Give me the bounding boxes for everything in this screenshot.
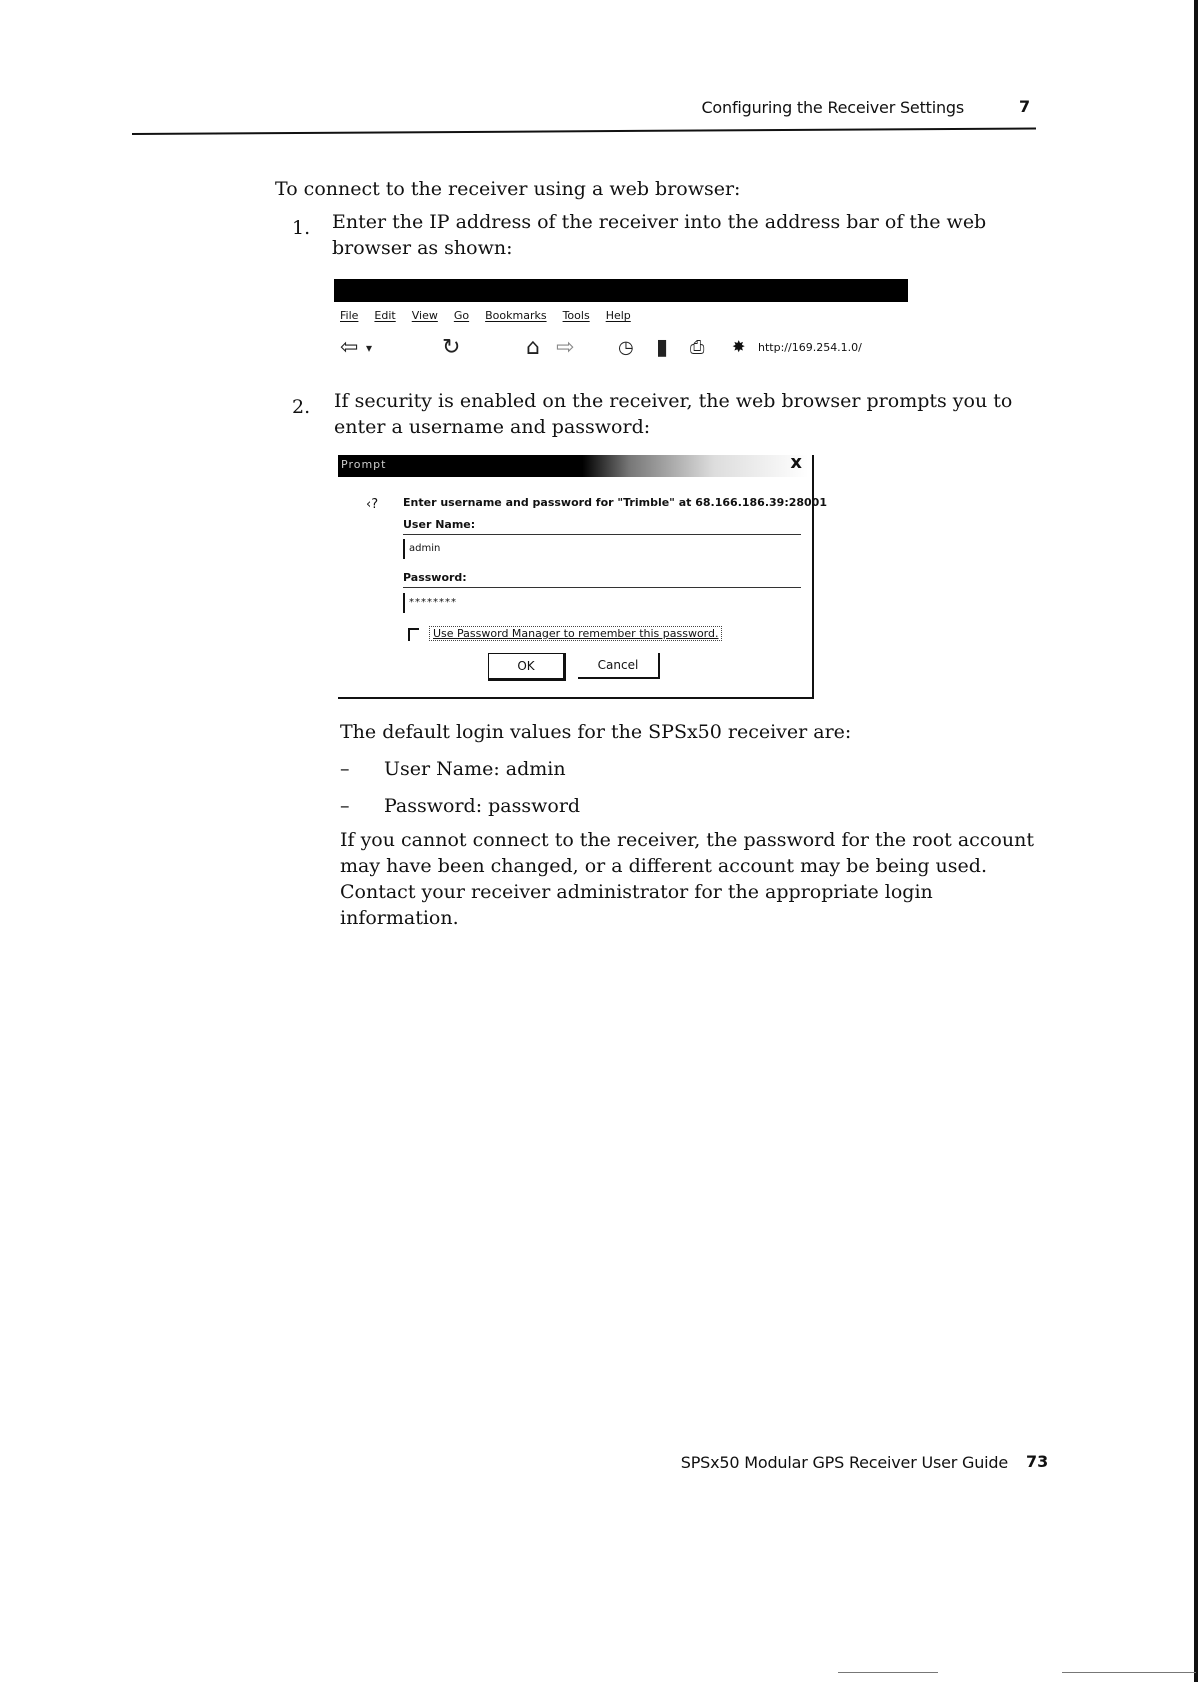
password-divider bbox=[403, 587, 801, 588]
print-icon[interactable]: ⎙ bbox=[690, 337, 705, 358]
step-1-number: 1. bbox=[292, 217, 311, 239]
menu-tools[interactable]: Tools bbox=[562, 309, 590, 322]
reload-icon[interactable]: ↻ bbox=[442, 335, 461, 360]
defaults-intro: The default login values for the SPSx50 receiver are: bbox=[340, 721, 852, 743]
address-field[interactable]: http://169.254.1.0/ bbox=[758, 341, 862, 354]
bullet-dash: – bbox=[340, 758, 350, 780]
menu-view[interactable]: View bbox=[411, 309, 438, 322]
trash-icon[interactable]: ▮ bbox=[656, 335, 669, 360]
password-label: Password: bbox=[403, 571, 467, 584]
step-2-text: If security is enabled on the receiver, the web browser prompts you to enter a username and password: bbox=[334, 390, 1013, 438]
menu-go[interactable]: Go bbox=[453, 309, 470, 322]
header-rule bbox=[132, 127, 1036, 135]
list-item bbox=[340, 793, 580, 819]
menu-edit[interactable]: Edit bbox=[374, 309, 396, 322]
page-edge bbox=[1194, 0, 1198, 1682]
menu-help[interactable]: Help bbox=[605, 309, 631, 322]
dropdown-icon[interactable]: ▾ bbox=[366, 341, 373, 355]
bookmark-icon[interactable]: ⇨ bbox=[556, 335, 575, 360]
close-icon[interactable]: x bbox=[790, 452, 802, 473]
chapter-number: 7 bbox=[1019, 97, 1031, 116]
browser-menubar bbox=[340, 309, 631, 322]
intro-text: To connect to the receiver using a web browser: bbox=[275, 178, 741, 200]
menu-file[interactable]: File bbox=[340, 309, 359, 322]
list-item bbox=[340, 756, 566, 782]
username-divider bbox=[403, 534, 801, 535]
dialog-message: Enter username and password for "Trimble" at 68.166.186.39:28001 bbox=[403, 496, 827, 509]
default-username-text: User Name: admin bbox=[384, 758, 566, 780]
menu-bookmarks[interactable]: Bookmarks bbox=[485, 309, 547, 322]
history-icon[interactable]: ◷ bbox=[618, 337, 634, 358]
remember-password-label[interactable]: Use Password Manager to remember this password. bbox=[429, 626, 722, 641]
username-label: User Name: bbox=[403, 518, 476, 531]
crop-mark bbox=[838, 1672, 938, 1673]
page-number: 73 bbox=[1026, 1452, 1049, 1471]
crop-mark bbox=[1062, 1672, 1196, 1673]
back-icon[interactable]: ⇦ bbox=[340, 335, 359, 360]
bullet-dash: – bbox=[340, 795, 350, 817]
password-input[interactable]: ******** bbox=[403, 593, 659, 613]
remember-password-checkbox[interactable] bbox=[408, 628, 419, 641]
dialog-titlebar bbox=[338, 452, 808, 477]
footer-guide-title: SPSx50 Modular GPS Receiver User Guide bbox=[680, 1453, 1008, 1472]
troubleshooting-note: If you cannot connect to the receiver, the password for the root account may have been changed, or a different account may be being used. Contact your receiver administrator for the appropriate login information. bbox=[340, 829, 1034, 929]
default-password-text: Password: password bbox=[384, 795, 581, 817]
cancel-button[interactable]: Cancel bbox=[578, 653, 660, 679]
step-1-text: Enter the IP address of the receiver into the address bar of the web browser as shown: bbox=[332, 211, 987, 259]
ok-button[interactable]: OK bbox=[488, 653, 566, 681]
running-header-title: Configuring the Receiver Settings bbox=[701, 98, 964, 117]
remember-password-row bbox=[408, 627, 722, 641]
prompt-dialog bbox=[338, 452, 827, 699]
step-2-number: 2. bbox=[292, 396, 311, 418]
browser-toolbar bbox=[338, 333, 908, 363]
browser-titlebar bbox=[334, 279, 908, 302]
question-icon: ‹? bbox=[366, 497, 379, 512]
go-icon[interactable]: ✸ bbox=[732, 337, 746, 356]
browser-screenshot bbox=[334, 279, 908, 375]
dialog-title: Prompt bbox=[341, 458, 387, 471]
home-icon[interactable]: ⌂ bbox=[526, 335, 540, 360]
username-input[interactable]: admin bbox=[403, 539, 659, 559]
